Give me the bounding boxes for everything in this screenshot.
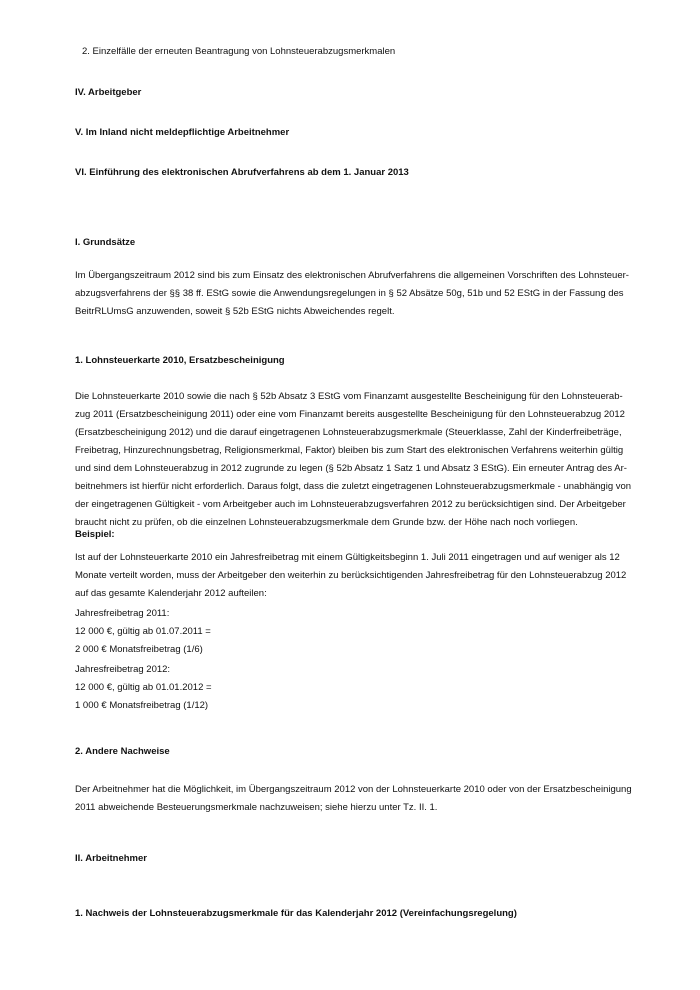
toc-item-v: V. Im Inland nicht meldepflichtige Arbeitnehmer — [75, 127, 290, 138]
paragraph-andere-nachweise — [75, 781, 635, 817]
calc-block-2012 — [75, 661, 635, 715]
example-label: Beispiel: — [75, 529, 115, 540]
calc-line: 2 000 € Monatsfreibetrag (1/6) — [75, 644, 203, 655]
text-line: der eingetragenen Gültigkeit - vom Arbeitgeber auch im Lohnsteuerabzugsverfahren 2012 zu berücksichtigen sind. Der Arbeitgeber — [75, 499, 626, 510]
toc-item-iv: IV. Arbeitgeber — [75, 87, 142, 98]
text-line: Freibetrag, Hinzurechnungsbetrag, Religionsmerkmal, Faktor) bleiben bis zum Start des elektronischen Verfahrens weiterhin gültig — [75, 445, 624, 456]
text-line: 2011 abweichende Besteuerungsmerkmale nachzuweisen; siehe hierzu unter Tz. II. 1. — [75, 802, 438, 813]
paragraph-example — [75, 549, 635, 603]
text-line: Ist auf der Lohnsteuerkarte 2010 ein Jahresfreibetrag mit einem Gültigkeitsbeginn 1. Juli 2011 eingetragen und auf weniger als 12 — [75, 552, 620, 563]
text-line: auf das gesamte Kalenderjahr 2012 aufteilen: — [75, 588, 267, 599]
calc-block-2011 — [75, 605, 635, 659]
calc-line: 12 000 €, gültig ab 01.01.2012 = — [75, 682, 212, 693]
text-line: (Ersatzbescheinigung 2012) und die darauf eingetragenen Lohnsteuerabzugsmerkmale (Steuerklasse, Zahl der Kinderfreibeträge, — [75, 427, 622, 438]
paragraph-lohnsteuerkarte — [75, 388, 635, 532]
calc-line: Jahresfreibetrag 2012: — [75, 664, 171, 675]
calc-line: 12 000 €, gültig ab 01.07.2011 = — [75, 626, 211, 637]
text-line: abzugsverfahrens der §§ 38 ff. EStG sowie die Anwendungsregelungen in § 52 Absätze 50g, 51b und 52 EStG in der Fassung des — [75, 288, 624, 299]
section-heading-grundsaetze: I. Grundsätze — [75, 237, 136, 248]
text-line: Monate verteilt worden, muss der Arbeitgeber den weiterhin zu berücksichtigenden Jahresfreibetrag für den Lohnsteuerabzug 2012 — [75, 570, 627, 581]
sub-heading-nachweis: 1. Nachweis der Lohnsteuerabzugsmerkmale für das Kalenderjahr 2012 (Vereinfachungsregelung) — [75, 908, 517, 919]
text-line: beitnehmers ist hierfür nicht erforderlich. Daraus folgt, dass die zuletzt eingetragenen Lohnsteuerabzugsmerkmale - unabhängig von — [75, 481, 632, 492]
section-heading-arbeitnehmer: II. Arbeitnehmer — [75, 853, 147, 864]
toc-item-2: 2. Einzelfälle der erneuten Beantragung von Lohnsteuerabzugsmerkmalen — [82, 46, 396, 57]
paragraph-grundsaetze — [75, 267, 635, 321]
section-heading-lohnsteuerkarte: 1. Lohnsteuerkarte 2010, Ersatzbescheinigung — [75, 355, 285, 366]
calc-line: 1 000 € Monatsfreibetrag (1/12) — [75, 700, 209, 711]
text-line: Die Lohnsteuerkarte 2010 sowie die nach § 52b Absatz 3 EStG vom Finanzamt ausgestellte Bescheinigung für den Lohnsteuerab- — [75, 391, 623, 402]
text-line: BeitrRLUmsG anzuwenden, soweit § 52b EStG nichts Abweichendes regelt. — [75, 306, 395, 317]
text-line: und sind dem Lohnsteuerabzug in 2012 zugrunde zu legen (§ 52b Absatz 1 Satz 1 und Absatz 3 EStG). Ein erneuter Antrag des Ar- — [75, 463, 627, 474]
toc-item-vi: VI. Einführung des elektronischen Abrufverfahrens ab dem 1. Januar 2013 — [75, 167, 409, 178]
text-line: Im Übergangszeitraum 2012 sind bis zum Einsatz des elektronischen Abrufverfahrens die allgemeinen Vorschriften des Lohnsteuer- — [75, 270, 629, 281]
calc-line: Jahresfreibetrag 2011: — [75, 608, 170, 619]
text-line: braucht nicht zu prüfen, ob die einzelnen Lohnsteuerabzugsmerkmale dem Grunde bzw. der Höhe nach noch vorliegen. — [75, 517, 578, 528]
text-line: zug 2011 (Ersatzbescheinigung 2011) oder eine vom Finanzamt bereits ausgestellte Bescheinigung für den Lohnsteuerabzug 2012 — [75, 409, 625, 420]
text-line: Der Arbeitnehmer hat die Möglichkeit, im Übergangszeitraum 2012 von der Lohnsteuerkarte 2010 oder von der Ersatzbescheinigung — [75, 784, 632, 795]
section-heading-andere-nachweise: 2. Andere Nachweise — [75, 746, 170, 757]
